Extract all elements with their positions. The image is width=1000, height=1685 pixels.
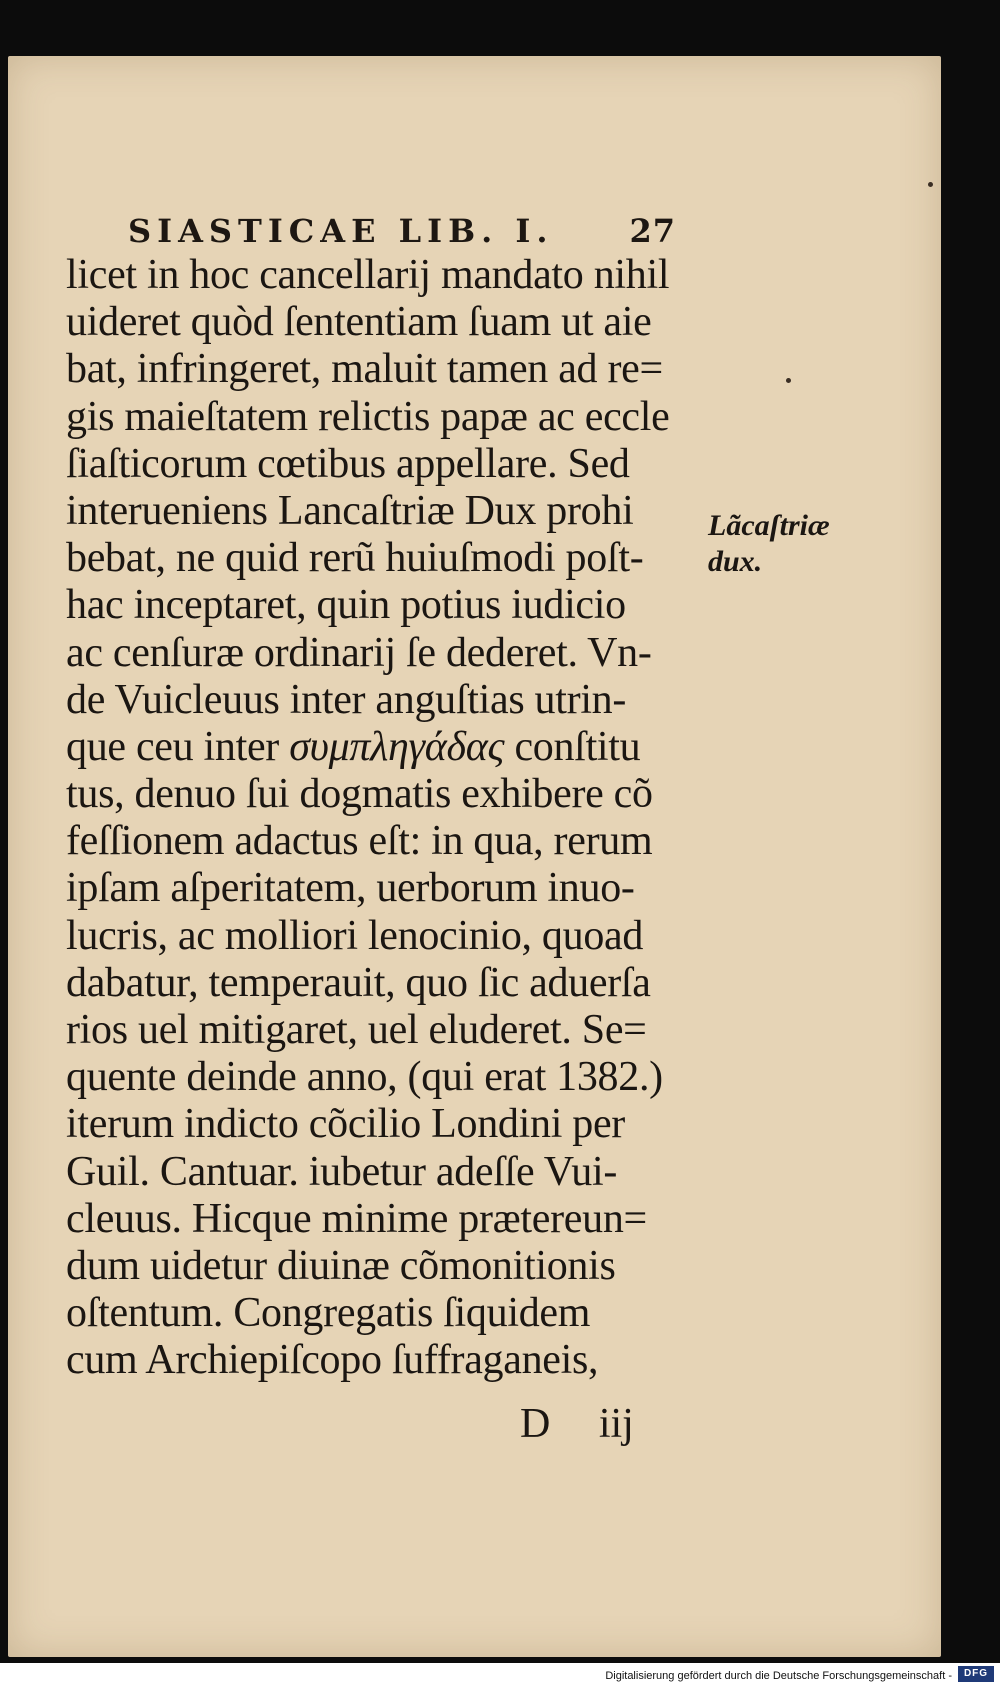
signature-letter: D: [520, 1401, 551, 1447]
text-line: Guil. Cantuar. iubetur adeſſe Vui-: [66, 1148, 618, 1195]
text-line: cleuus. Hicque minime prætereun=: [66, 1195, 647, 1242]
text-line-greek: [66, 724, 706, 771]
ink-speck: [928, 182, 933, 187]
text-line: gis maieſtatem relictis papæ ac eccle: [66, 393, 670, 440]
text-line-suffix: conſtitu: [514, 723, 641, 770]
text-line: ipſam aſperitatem, uerborum inuo-: [66, 865, 635, 912]
text-line: tus, denuo ſui dogmatis exhibere cõ: [66, 771, 653, 818]
text-line: dum uidetur diuinæ cõmonitionis: [66, 1242, 616, 1289]
text-line: quente deinde anno, (qui erat 1382.): [66, 1054, 663, 1101]
dfg-logo-icon: DFG: [958, 1666, 994, 1682]
text-line: bat, infringeret, maluit tamen ad re=: [66, 346, 663, 393]
text-line: oſtentum. Congregatis ſiquidem: [66, 1290, 591, 1337]
text-line: licet in hoc cancellarij mandato nihil: [66, 252, 670, 298]
greek-word: συμπληγάδας: [289, 723, 505, 770]
signature-number: iij: [598, 1401, 634, 1447]
text-line: interueniens Lancaſtriæ Dux prohi: [66, 487, 634, 534]
funding-credit: Digitalisierung gefördert durch die Deutsche Forschungsgemeinschaft -: [605, 1670, 952, 1682]
marginal-note: [708, 508, 868, 580]
footer-bar: [0, 1663, 1000, 1685]
ink-speck: [786, 378, 791, 383]
text-line: rios uel mitigaret, uel eluderet. Se=: [66, 1007, 647, 1053]
text-line: de Vuicleuus inter anguſtias utrin-: [66, 676, 627, 723]
text-line: lucris, ac molliori lenocinio, quoad: [66, 912, 644, 959]
text-line: ſiaſticorum cœtibus appellare. Sed: [66, 440, 630, 487]
text-line: iterum indicto cõcilio Londini per: [66, 1101, 625, 1148]
text-line: uideret quòd ſententiam ſuam ut aie: [66, 299, 652, 346]
running-head-title: SIASTICAE LIB. I.: [128, 212, 554, 250]
marginal-note-line: dux.: [708, 545, 763, 578]
folio-number: 27: [629, 212, 676, 250]
text-line-prefix: que ceu inter: [66, 723, 279, 770]
text-line: bebat, ne quid rerũ huiuſmodi poſt-: [66, 535, 644, 582]
body-text: [66, 252, 706, 1385]
marginal-note-line: Lãcaſtriæ: [708, 509, 830, 542]
text-line: dabatur, temperauit, quo ſic aduerſa: [66, 959, 651, 1006]
running-head: [128, 212, 676, 252]
text-line: hac inceptaret, quin potius iudicio: [66, 582, 626, 629]
text-line: feſſionem adactus eſt: in qua, rerum: [66, 818, 653, 865]
text-line: cum Archiepiſcopo ſuffraganeis,: [66, 1337, 599, 1384]
text-line: ac cenſuræ ordinarij ſe dederet. Vn-: [66, 629, 652, 676]
signature-mark: [520, 1400, 634, 1448]
